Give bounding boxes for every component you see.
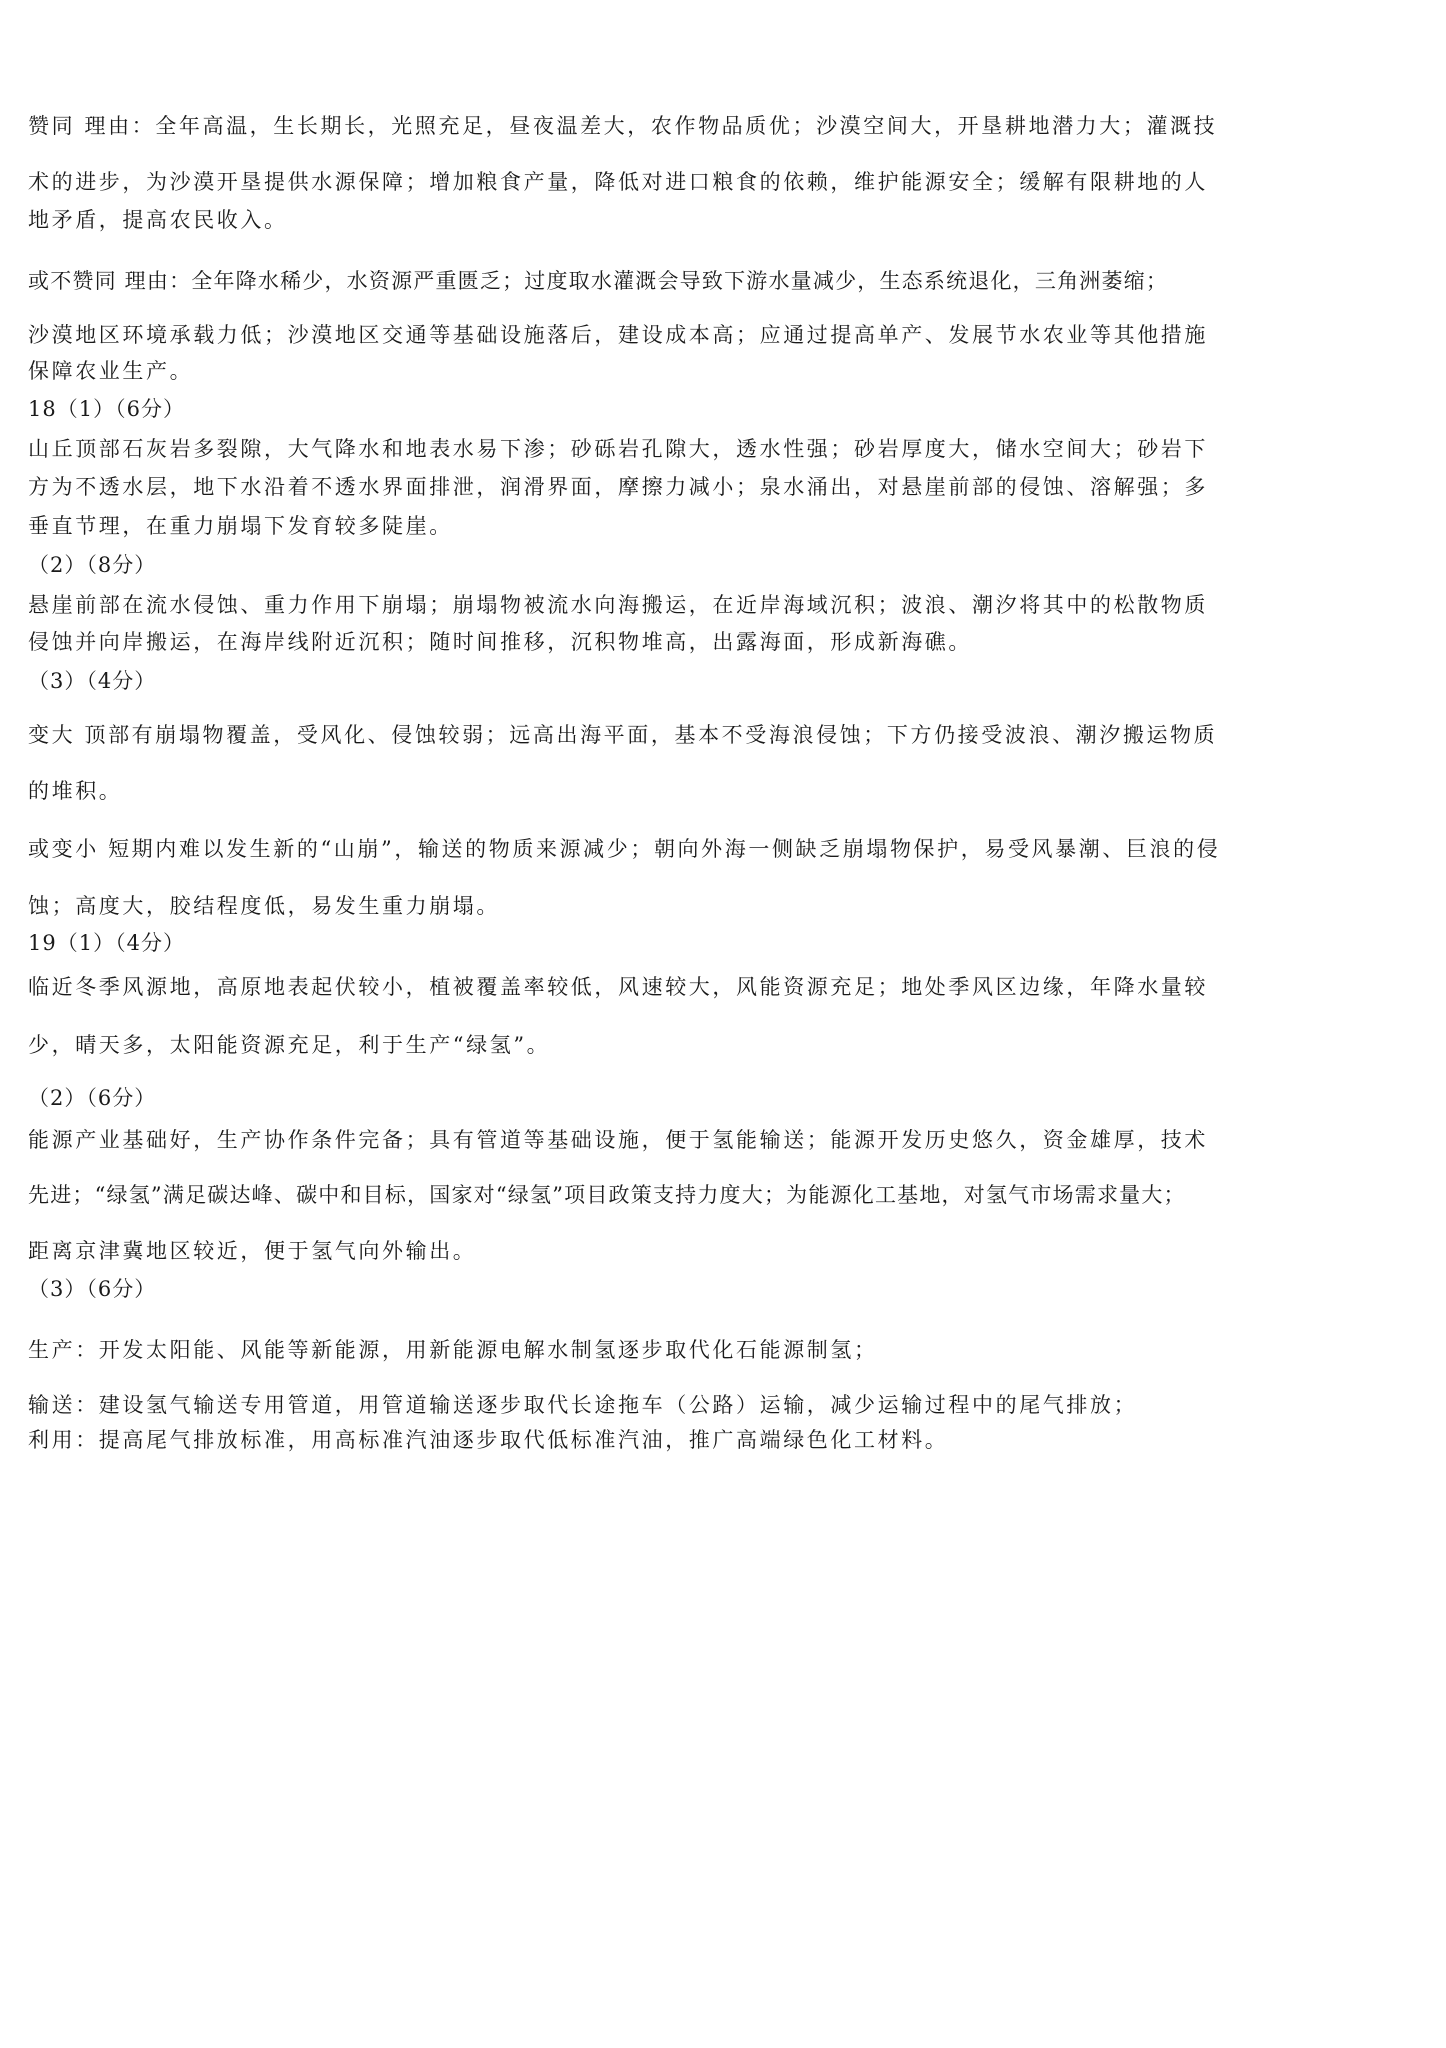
q17-disagree-line-3: 保障农业生产。	[28, 359, 194, 383]
q18-3-smaller-line-2: 蚀；高度大，胶结程度低，易发生重力崩塌。	[28, 894, 500, 918]
q17-agree-line-2: 术的进步，为沙漠开垦提供水源保障；增加粮食产量，降低对进口粮食的依赖，维护能源安全；缓解有限耕地的人	[28, 170, 1208, 194]
q19-3-heading: （3）（6分）	[28, 1277, 157, 1301]
q17-agree-line-3: 地矛盾，提高农民收入。	[28, 208, 288, 232]
q18-1-line-3: 垂直节理，在重力崩塌下发育较多陡崖。	[28, 514, 453, 538]
q18-3-smaller-line-1: 或变小 短期内难以发生新的“山崩”，输送的物质来源减少；朝向外海一侧缺乏崩塌物保护，易受风暴潮、巨浪的侵	[28, 837, 1221, 861]
q19-3-transport: 输送：建设氢气输送专用管道，用管道输送逐步取代长途拖车（公路）运输，减少运输过程中的尾气排放；	[28, 1393, 1138, 1417]
q18-1-heading: 18（1）（6分）	[28, 397, 185, 421]
q18-3-larger-line-2: 的堆积。	[28, 779, 123, 803]
q18-2-line-2: 侵蚀并向岸搬运，在海岸线附近沉积；随时间推移，沉积物堆高，出露海面，形成新海礁。	[28, 630, 972, 654]
q18-3-larger-line-1: 变大 顶部有崩塌物覆盖，受风化、侵蚀较弱；远高出海平面，基本不受海浪侵蚀；下方仍接受波浪、潮汐搬运物质	[28, 723, 1218, 747]
q18-2-heading: （2）（8分）	[28, 553, 157, 577]
q17-disagree-line-1: 或不赞同 理由：全年降水稀少，水资源严重匮乏；过度取水灌溉会导致下游水量减少，生态系统退化，三角洲萎缩；	[28, 269, 1169, 293]
q19-3-utilization: 利用：提高尾气排放标准，用高标准汽油逐步取代低标准汽油，推广高端绿色化工材料。	[28, 1428, 949, 1452]
q19-1-heading: 19（1）（4分）	[28, 931, 185, 955]
q17-disagree-line-2: 沙漠地区环境承载力低；沙漠地区交通等基础设施落后，建设成本高；应通过提高单产、发展节水农业等其他措施	[28, 323, 1208, 347]
q19-2-heading: （2）（6分）	[28, 1086, 157, 1110]
q19-1-line-1: 临近冬季风源地，高原地表起伏较小，植被覆盖率较低，风速较大，风能资源充足；地处季风区边缘，年降水量较	[28, 975, 1208, 999]
q17-agree-line-1: 赞同 理由：全年高温，生长期长，光照充足，昼夜温差大，农作物品质优；沙漠空间大，开垦耕地潜力大；灌溉技	[28, 114, 1218, 138]
q18-1-line-1: 山丘顶部石灰岩多裂隙，大气降水和地表水易下渗；砂砾岩孔隙大，透水性强；砂岩厚度大，储水空间大；砂岩下	[28, 437, 1208, 461]
q19-2-line-2: 先进；“绿氢”满足碳达峰、碳中和目标，国家对“绿氢”项目政策支持力度大；为能源化工基地，对氢气市场需求量大；	[28, 1183, 1186, 1207]
q19-2-line-1: 能源产业基础好，生产协作条件完备；具有管道等基础设施，便于氢能输送；能源开发历史悠久，资金雄厚，技术	[28, 1128, 1208, 1152]
q19-3-production: 生产：开发太阳能、风能等新能源，用新能源电解水制氢逐步取代化石能源制氢；	[28, 1338, 878, 1362]
q18-1-line-2: 方为不透水层，地下水沿着不透水界面排泄，润滑界面，摩擦力减小；泉水涌出，对悬崖前部的侵蚀、溶解强；多	[28, 475, 1208, 499]
q19-2-line-3: 距离京津冀地区较近，便于氢气向外输出。	[28, 1239, 477, 1263]
q18-2-line-1: 悬崖前部在流水侵蚀、重力作用下崩塌；崩塌物被流水向海搬运，在近岸海域沉积；波浪、潮汐将其中的松散物质	[28, 593, 1208, 617]
q18-3-heading: （3）（4分）	[28, 669, 157, 693]
q19-1-line-2: 少，晴天多，太阳能资源充足，利于生产“绿氢”。	[28, 1033, 551, 1057]
